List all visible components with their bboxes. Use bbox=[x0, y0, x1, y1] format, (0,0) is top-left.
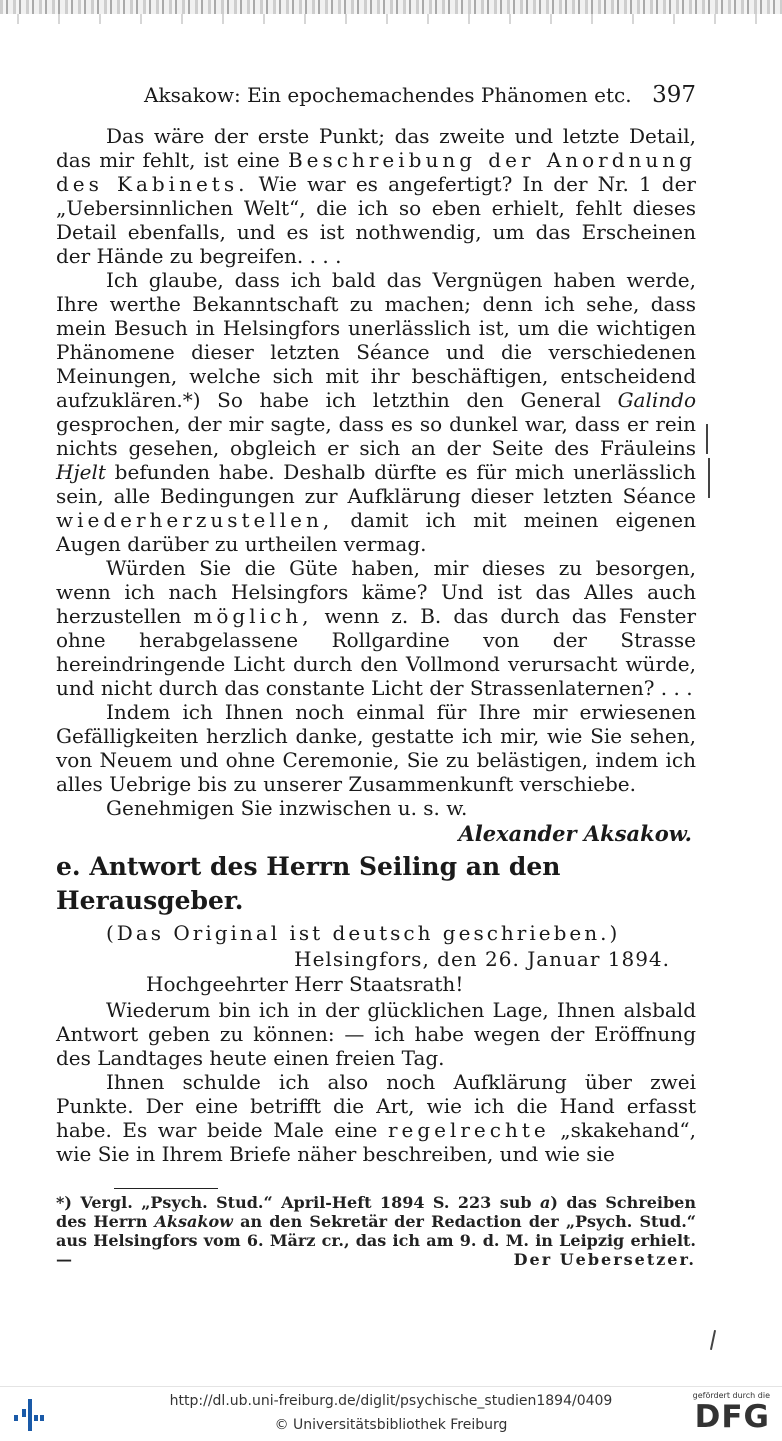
paragraph: Indem ich Ihnen noch einmal für Ihre mir erwiesenen Gefälligkeiten herzlich danke, gestatte ich mir, wie Sie sehen, von Neuem und ohne Ceremonie, Sie zu belästigen, indem ich alles Uebrige bis zu unserer Zusammenkunft verschiebe. bbox=[56, 700, 696, 796]
dfg-caption: gefördert durch die bbox=[692, 1391, 770, 1400]
footnote bbox=[56, 1193, 696, 1269]
source-url[interactable]: http://dl.ub.uni-freiburg.de/diglit/psychische_studien1894/0409 bbox=[169, 1393, 613, 1409]
italic-text: a bbox=[540, 1193, 551, 1212]
viewer-footer bbox=[0, 1386, 782, 1441]
paragraph: Wiederum bin ich in der glücklichen Lage, Ihnen alsbald Antwort geben zu können: — ich habe wegen der Eröffnung des Landtages heute einen freien Tag. bbox=[56, 998, 696, 1070]
letter-salutation: Hochgeehrter Herr Staatsrath! bbox=[146, 972, 464, 996]
paragraph: Genehmigen Sie inzwischen u. s. w. bbox=[106, 796, 468, 820]
footnote-signature: Der Uebersetzer. bbox=[513, 1250, 696, 1269]
paragraph bbox=[56, 1070, 696, 1166]
text-run: *) Vergl. „Psych. Stud.“ April-Heft 1894 S. 223 sub bbox=[56, 1193, 540, 1212]
text-run: befunden habe. Deshalb dürfte es für mich unerlässlich sein, alle Bedingungen zur Aufklärung dieser letzten Séance bbox=[56, 460, 696, 508]
dfg-wordmark: DFG bbox=[694, 1399, 770, 1435]
text-run: ) das Schreiben des Herrn bbox=[56, 1193, 696, 1231]
main-text bbox=[56, 124, 696, 820]
dfg-logo bbox=[682, 1391, 770, 1439]
copyright-notice: © Universitätsbibliothek Freiburg bbox=[274, 1417, 508, 1433]
text-run: an den Sekretär der Redaction der „Psych. Stud.“ aus Helsingfors vom 6. März cr., das ich am 9. d. M. in Leipzig erhielt. — bbox=[56, 1212, 696, 1269]
running-title: Aksakow: Ein epochemachendes Phänomen etc. bbox=[144, 83, 632, 107]
margin-mark bbox=[708, 458, 710, 498]
text-run: gesprochen, der mir sagte, dass es so dunkel war, dass er rein nichts gesehen, obgleich er sich an der Seite des Fräuleins bbox=[56, 412, 696, 460]
margin-mark bbox=[710, 1330, 716, 1350]
text-run: Das wäre der erste Punkt; das zweite und letzte Detail, das mir fehlt, ist eine bbox=[56, 124, 696, 172]
text-run: wenn z. B. das durch das Fenster ohne herabgelassene Rollgardine von der Strasse hereindringende Licht durch den Vollmond verursacht würde, und nicht durch das constante Licht der Strassenlaternen? . . . bbox=[56, 604, 697, 700]
original-language-note: (Das Original ist deutsch geschrieben.) bbox=[106, 921, 621, 945]
text-run: „skakehand“, wie Sie in Ihrem Briefe näher beschreiben, und wie sie bbox=[56, 1118, 696, 1166]
letter-text bbox=[56, 998, 696, 1166]
italic-name: Aksakow bbox=[154, 1212, 233, 1231]
letter-signature: Alexander Aksakow. bbox=[458, 821, 692, 846]
text-run: Ich glaube, dass ich bald das Vergnügen haben werde, Ihre werthe Bekanntschaft zu machen; denn ich sehe, dass mein Besuch in Helsingfors unerlässlich ist, um die wichtigen Phänomene dieser letzten Séance und die verschiedenen Meinungen, welche sich mit ihr beschäftigen, entscheidend aufzuklären.*) So habe ich letzthin den General bbox=[56, 268, 696, 412]
page-number: 397 bbox=[652, 82, 696, 108]
document-page bbox=[56, 82, 696, 1269]
running-header bbox=[144, 82, 696, 108]
letter-dateline: Helsingfors, den 26. Januar 1894. bbox=[294, 947, 670, 971]
spaced-text: möglich, bbox=[193, 604, 313, 628]
italic-name: Galindo bbox=[617, 388, 696, 412]
text-run: Würden Sie die Güte haben, mir dieses zu besorgen, wenn ich nach Helsingfors käme? Und ist das Alles auch herzustellen bbox=[56, 556, 696, 628]
paragraph bbox=[56, 556, 696, 700]
section-heading: e. Antwort des Herrn Seiling an den Herausgeber. bbox=[56, 852, 561, 915]
paragraph bbox=[56, 268, 696, 556]
margin-mark bbox=[706, 424, 708, 454]
italic-name: Hjelt bbox=[56, 460, 106, 484]
spaced-text: regelrechte bbox=[387, 1118, 550, 1142]
footnote-rule bbox=[114, 1188, 218, 1189]
text-run: damit ich mit meinen eigenen Augen darüber zu urtheilen vermag. bbox=[56, 508, 696, 556]
scan-edge-dots bbox=[0, 14, 782, 24]
spaced-text: Beschreibung der Anordnung des Kabinets. bbox=[56, 148, 696, 196]
spaced-text: wiederherzustellen, bbox=[56, 508, 334, 532]
text-run: Wie war es angefertigt? In der Nr. 1 der „Uebersinnlichen Welt“, die ich so eben erhielt, fehlt dieses Detail ebenfalls, und es ist nothwendig, um das Erscheinen der Hände zu begreifen. . . . bbox=[56, 172, 696, 268]
paragraph bbox=[56, 124, 696, 268]
text-run: Ihnen schulde ich also noch Aufklärung über zwei Punkte. Der eine betrifft die Art, wie ich die Hand erfasst habe. Es war beide Male eine bbox=[56, 1070, 696, 1142]
scan-edge-top bbox=[0, 0, 782, 14]
